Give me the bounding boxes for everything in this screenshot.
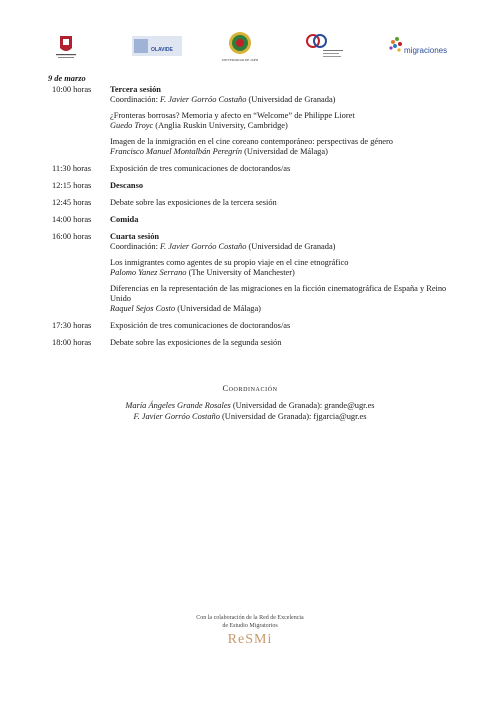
logo-3-text: UNIVERSIDAD DE JAÉN — [221, 58, 259, 62]
row-time: 17:30 horas — [52, 321, 92, 330]
logo-2-line2: OLAVIDE — [151, 47, 173, 53]
row-text: Exposición de tres comunicaciones de doctorandos/as — [110, 321, 291, 330]
schedule-row — [48, 164, 468, 174]
coordinator-contact: (Universidad de Granada): fjgarcia@ugr.es — [222, 412, 367, 421]
row-time: 12:15 horas — [52, 181, 92, 190]
row-time: 14:00 horas — [52, 215, 92, 224]
row-time: 11:30 horas — [52, 164, 91, 173]
footer — [0, 615, 500, 647]
row-text: Descanso — [110, 181, 144, 190]
talk-title: ¿Fronteras borrosas? Memoria y afecto en “Welcome” de Philippe Lioret — [110, 111, 355, 120]
talk-affiliation: (The University of Manchester) — [188, 268, 295, 277]
schedule-row — [48, 181, 468, 191]
logo-5-text: migraciones — [404, 46, 448, 55]
row-time: 18:00 horas — [52, 338, 92, 347]
universidad-jaen-logo — [219, 30, 261, 64]
coordinator-name: F. Javier Gorróo Costaño — [133, 412, 220, 421]
session-coordination: Coordinación: F. Javier Gorróo Costaño (Universidad de Granada) — [110, 95, 336, 104]
migraciones-logo — [387, 34, 448, 60]
talk-title: Los inmigrantes como agentes de su propio viaje en el cine etnográfico — [110, 258, 349, 267]
talk-author: Palomo Yanez Serrano — [110, 268, 187, 277]
coordinator-name: María Ángeles Grande Rosales — [125, 401, 231, 410]
talk-author: Guedo Troyc — [110, 121, 154, 130]
row-time: 10:00 horas — [52, 85, 92, 94]
coordination-title: Coordinación — [222, 384, 278, 393]
footer-line-1: Con la colaboración de la Red de Excelencia — [196, 615, 304, 621]
pablo-olavide-logo — [132, 36, 182, 56]
university-crest-logo — [50, 32, 82, 62]
row-text: Exposición de tres comunicaciones de doctorandos/as — [110, 164, 291, 173]
program-date: 9 de marzo — [48, 74, 86, 83]
row-text: Comida — [110, 215, 139, 224]
coordination-section — [0, 383, 500, 422]
talk-author: Francisco Manuel Montalbán Peregrín — [110, 147, 243, 156]
talk-item — [110, 258, 468, 278]
session-coordination: Coordinación: F. Javier Gorróo Costaño (Universidad de Granada) — [110, 242, 336, 251]
program-schedule — [48, 74, 468, 355]
talk-title: Imagen de la inmigración en el cine coreano contemporáneo: perspectivas de género — [110, 137, 393, 146]
schedule-row — [48, 232, 468, 314]
row-time: 12:45 horas — [52, 198, 92, 207]
schedule-row — [48, 198, 468, 208]
coordinator-contact: (Universidad de Granada): grande@ugr.es — [232, 401, 375, 410]
schedule-row — [48, 338, 468, 348]
resmi-logo: ReSMi — [227, 632, 273, 647]
schedule-row — [48, 215, 468, 225]
talk-affiliation: (Universidad de Málaga) — [244, 147, 328, 156]
session-title: Cuarta sesión — [110, 232, 160, 241]
logo-bar — [0, 30, 500, 64]
row-time: 16:00 horas — [52, 232, 92, 241]
schedule-row — [48, 321, 468, 331]
schedule-row — [48, 85, 468, 157]
talk-item — [110, 111, 468, 131]
talk-affiliation: (Universidad de Málaga) — [177, 304, 261, 313]
talk-item — [110, 137, 468, 157]
coordinator-line — [0, 411, 500, 422]
session-title: Tercera sesión — [110, 85, 161, 94]
row-text: Debate sobre las exposiciones de la segunda sesión — [110, 338, 282, 347]
research-group-logo — [303, 32, 347, 62]
row-text: Debate sobre las exposiciones de la tercera sesión — [110, 198, 277, 207]
coordinator-line — [0, 400, 500, 411]
talk-affiliation: (Anglia Ruskin University, Cambridge) — [155, 121, 288, 130]
talk-author: Raquel Sejos Costo — [110, 304, 176, 313]
talk-item — [110, 284, 468, 314]
footer-line-2: de Estudio Migratorios — [222, 622, 278, 629]
talk-title: Diferencias en la representación de las migraciones en la ficción cinematográfica de España y Reino Unido — [110, 284, 447, 303]
